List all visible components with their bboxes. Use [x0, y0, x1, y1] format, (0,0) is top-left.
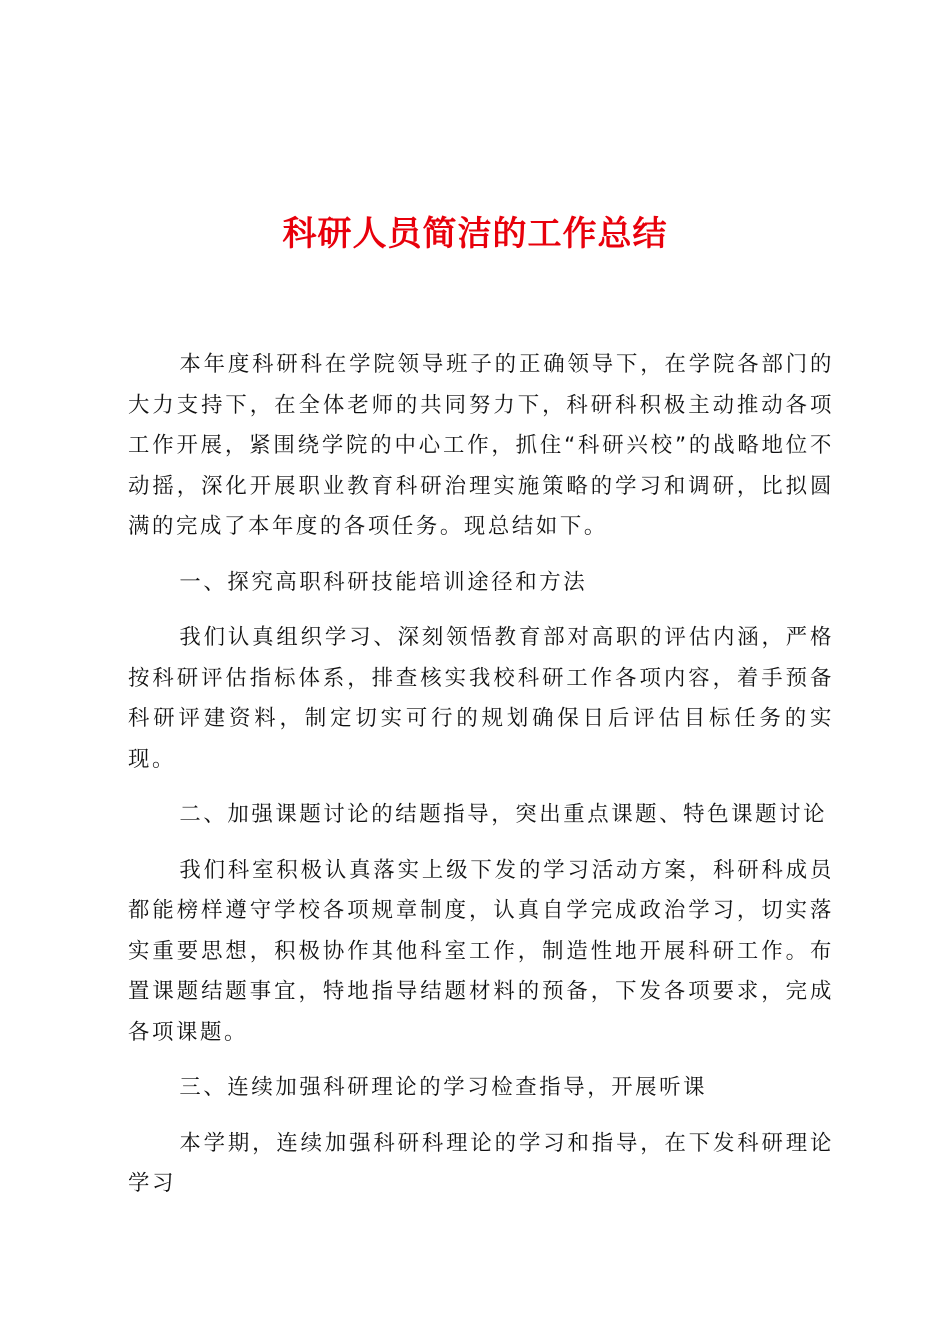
- section-paragraph-3: 本学期，连续加强科研科理论的学习和指导，在下发科研理论学习: [128, 1130, 834, 1196]
- section-heading-1: 一、探究高职科研技能培训途径和方法: [179, 569, 588, 595]
- document-title: 科研人员简洁的工作总结: [282, 214, 668, 254]
- document-body: [128, 345, 834, 1220]
- section-heading-2: 二、加强课题讨论的结题指导，突出重点课题、特色课题讨论: [179, 802, 828, 827]
- intro-paragraph: 本年度科研科在学院领导班子的正确领导下，在学院各部门的大力支持下，在全体老师的共同努力下，科研科积极主动推动各项工作开展，紧围绕学院的中心工作，抓住“科研兴校”的战略地位不动摇，深化开展职业教育科研治理实施策略的学习和调研，比拟圆满的完成了本年度的各项任务。现总结如下。: [128, 352, 834, 539]
- section-paragraph-2: 我们科室积极认真落实上级下发的学习活动方案，科研科成员都能榜样遵守学校各项规章制度，认真自学完成政治学习，切实落实重要思想，积极协作其他科室工作，制造性地开展科研工作。布置课题结题事宜，特地指导结题材料的预备，下发各项要求，完成各项课题。: [128, 857, 834, 1045]
- section-heading-3: 三、连续加强科研理论的学习检查指导，开展听课: [179, 1075, 708, 1100]
- section-paragraph-1: 我们认真组织学习、深刻领悟教育部对高职的评估内涵，严格按科研评估指标体系，排查核实我校科研工作各项内容，着手预备科研评建资料，制定切实可行的规划确保日后评估目标任务的实现。: [128, 625, 834, 772]
